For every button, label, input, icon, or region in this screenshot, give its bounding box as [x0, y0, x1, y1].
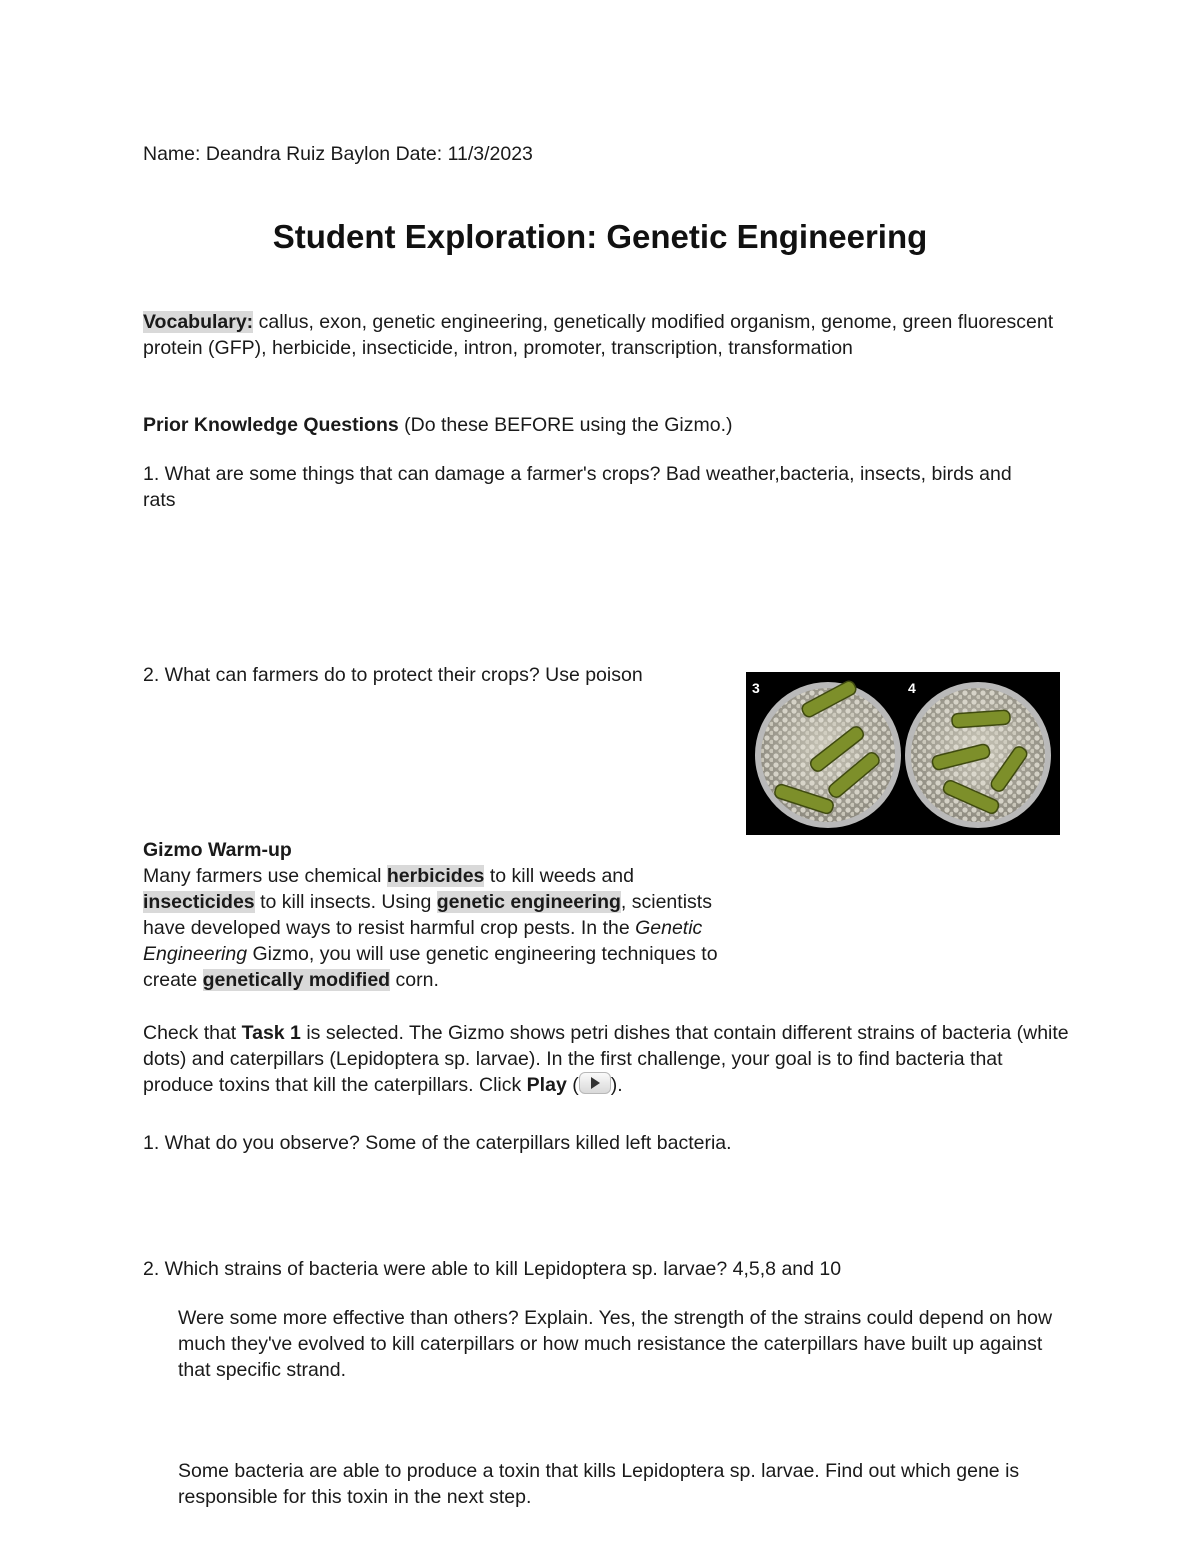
- keyword-genetic-engineering: genetic engineering: [436, 891, 621, 913]
- petri-dish-right: [905, 682, 1051, 828]
- keyword-herbicides: herbicides: [386, 865, 485, 887]
- vocabulary-terms: callus, exon, genetic engineering, genetically modified organism, genome, green fluorescent protein (GFP), herbicide, insecticide, intron, promoter, transcription, transformation: [143, 311, 1054, 359]
- petri-dish-image: [746, 672, 1060, 835]
- task-1-label: Task 1: [241, 1022, 301, 1044]
- prior-answer-1: Bad weather,bacteria, insects, birds and rats: [143, 463, 1012, 511]
- name-label: Name:: [143, 143, 201, 165]
- paren-open: (: [572, 1074, 579, 1096]
- play-label: Play: [526, 1074, 567, 1096]
- question-2b-text: Were some more effective than others? Explain.: [178, 1307, 594, 1329]
- warmup-paragraph: [143, 863, 743, 993]
- toxin-note: Some bacteria are able to produce a toxin that kills Lepidoptera sp. larvae. Find out which gene is responsible for this toxin in the next step.: [178, 1460, 1020, 1508]
- prior-question-2-text: 2. What can farmers do to protect their crops?: [143, 664, 540, 686]
- warmup-section: [143, 837, 743, 993]
- petri-dish-right-label: 4: [908, 680, 916, 696]
- task-instructions: [143, 1020, 1073, 1098]
- answer-1: Some of the caterpillars killed left bacteria.: [365, 1132, 732, 1154]
- task-text: is selected. The Gizmo shows petri dishes that contain different strains of bacteria (white dots) and caterpillars (Lepidoptera sp. larvae). In the first challenge, your goal is to find bacteria that produce toxins that kill the caterpillars. Click: [143, 1022, 1069, 1096]
- play-icon: [579, 1072, 611, 1094]
- warmup-text: to kill insects. Using: [260, 891, 432, 913]
- prior-answer-2: Use poison: [545, 664, 643, 686]
- question-2-text: 2. Which strains of bacteria were able to kill Lepidoptera sp. larvae?: [143, 1258, 728, 1280]
- petri-dish-illustration: [746, 672, 1060, 835]
- date-value: 11/3/2023: [447, 143, 533, 165]
- student-info-line: [143, 141, 533, 167]
- prior-knowledge-note: (Do these BEFORE using the Gizmo.): [404, 414, 733, 436]
- gizmo-name: Genetic Engineering: [143, 917, 703, 965]
- page-title: Student Exploration: Genetic Engineering: [272, 218, 928, 255]
- keyword-genetically-modified: genetically modified: [202, 969, 391, 991]
- prior-question-2: [143, 662, 643, 688]
- paren-close: ).: [610, 1074, 623, 1096]
- vocabulary-paragraph: [143, 309, 1073, 361]
- petri-dish-left-label: 3: [752, 680, 760, 696]
- warmup-text: to kill weeds and: [489, 865, 634, 887]
- question-1-text: 1. What do you observe?: [143, 1132, 360, 1154]
- answer-2b: Yes, the strength of the strains could depend on how much they've evolved to kill caterpillars or how much resistance the caterpillars have built up against that specific strand.: [178, 1307, 1053, 1381]
- question-1: [143, 1130, 732, 1156]
- question-2: [143, 1256, 841, 1282]
- question-2b: [178, 1305, 1058, 1383]
- prior-knowledge-heading-line: [143, 412, 733, 438]
- warmup-text: , scientists have developed ways to resist harmful crop pests. In the: [143, 891, 712, 939]
- date-label: Date:: [395, 143, 443, 165]
- warmup-heading: Gizmo Warm-up: [143, 839, 292, 861]
- vocabulary-label: Vocabulary:: [143, 311, 254, 333]
- warmup-text: corn.: [395, 969, 439, 991]
- name-value: Deandra Ruiz Baylon: [205, 143, 391, 165]
- answer-2: 4,5,8 and 10: [732, 1258, 842, 1280]
- warmup-text: Many farmers use chemical: [143, 865, 382, 887]
- prior-question-1-text: 1. What are some things that can damage a farmer's crops?: [143, 463, 661, 485]
- keyword-insecticides: insecticides: [143, 891, 255, 913]
- task-text: Check that: [143, 1022, 237, 1044]
- petri-dish-left: [755, 679, 901, 828]
- warmup-text: Gizmo, you will use genetic engineering techniques to create: [143, 943, 718, 991]
- prior-question-1: [143, 461, 1043, 513]
- prior-knowledge-heading: Prior Knowledge Questions: [143, 414, 399, 436]
